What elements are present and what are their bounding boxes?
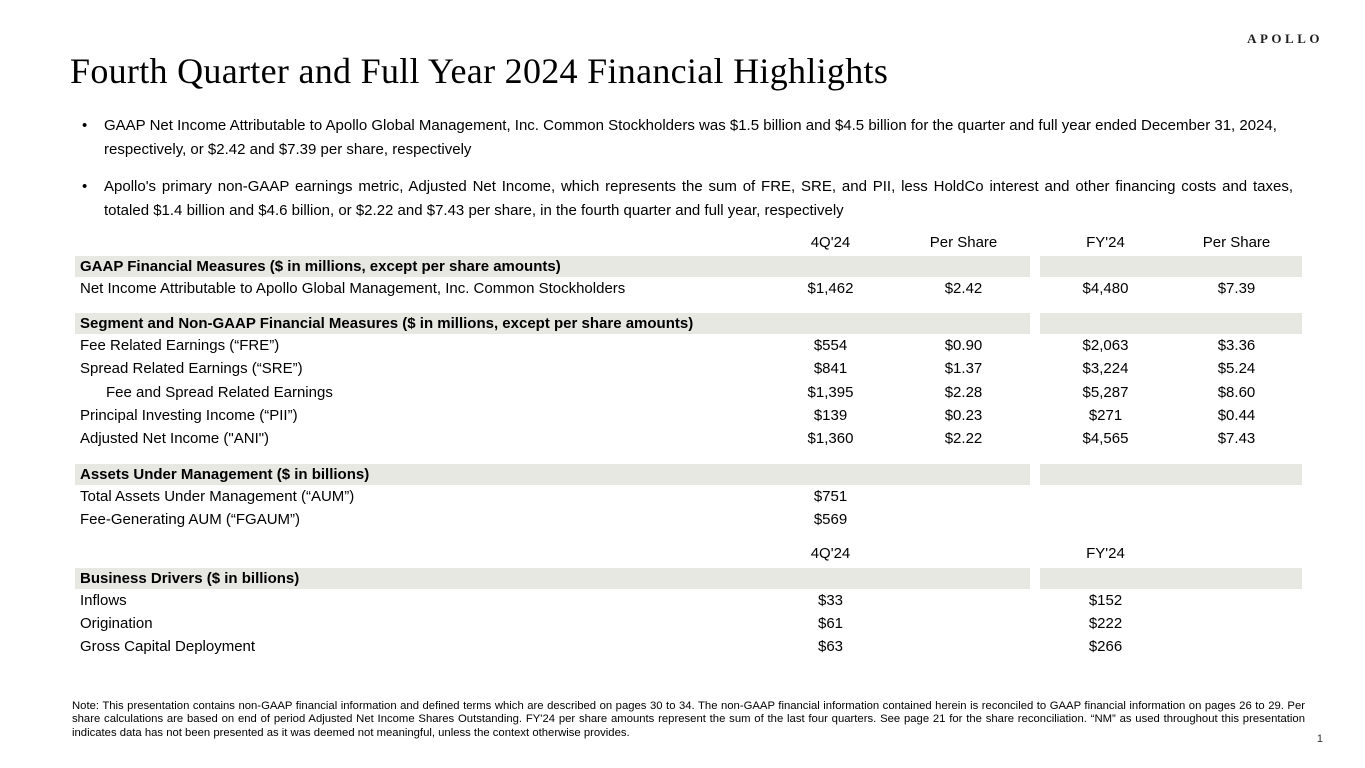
- cell-4q24: $139: [813, 406, 848, 424]
- cell-per-share-fy: $8.60: [1217, 383, 1256, 401]
- column-header-4q24: 4Q'24: [810, 545, 851, 562]
- table-row: [75, 635, 1302, 658]
- cell-per-share-q: $2.28: [944, 383, 983, 401]
- cell-per-share-fy: $0.44: [1217, 406, 1256, 424]
- section-title-segment: Segment and Non-GAAP Financial Measures ($ in millions, except per share amounts): [80, 315, 694, 333]
- cell-4q24: $841: [813, 360, 848, 378]
- cell-per-share-fy: $7.39: [1217, 280, 1256, 298]
- column-header-fy24: FY'24: [1086, 233, 1125, 251]
- company-logo: APOLLO: [1247, 31, 1323, 46]
- row-label: Origination: [80, 614, 153, 632]
- cell-per-share-q: $0.23: [944, 406, 983, 424]
- cell-fy24: $4,480: [1082, 280, 1129, 298]
- bullet-icon: •: [82, 178, 88, 195]
- row-label: Principal Investing Income (“PII”): [80, 406, 298, 424]
- row-label: Spread Related Earnings (“SRE”): [80, 360, 303, 378]
- section-title-gaap: GAAP Financial Measures ($ in millions, except per share amounts): [80, 258, 561, 275]
- column-header-fy24: FY'24: [1086, 545, 1125, 562]
- section-band: [1040, 464, 1302, 485]
- page-title: Fourth Quarter and Full Year 2024 Financial Highlights: [70, 51, 889, 91]
- page-number: 1: [1316, 733, 1323, 745]
- footnote: Note: This presentation contains non-GAAP financial information and defined terms which are described on pages 30 to 34. The non-GAAP financial information contained herein is reconciled to GAAP financial information on pages 26 to 29. Per share calculations are based on end of period Adjusted Net Income Shares Outstanding. FY'24 per share amounts represent the sum of the last four quarters. See page 21 for the share reconciliation. “NM” as used throughout this presentation indicates data has not been presented as it was deemed not meaningful, unless the context otherwise provides.: [72, 700, 1305, 739]
- financial-table: [75, 231, 1302, 658]
- row-label: Net Income Attributable to Apollo Global Management, Inc. Common Stockholders: [80, 280, 626, 298]
- bullet-text-non-gaap: Apollo's primary non-GAAP earnings metric, Adjusted Net Income, which represents the sum of FRE, SRE, and PII, less HoldCo interest and other financing costs and taxes, totaled $1.4 billion and $4.6 billion, or $2.22 and $7.43 per share, in the fourth quarter and full year, respectively: [104, 178, 1293, 219]
- section-header-row: [75, 464, 1302, 485]
- table-row: [75, 589, 1302, 612]
- section-header-row: [75, 256, 1302, 277]
- cell-fy24: $271: [1088, 406, 1123, 424]
- table-header-row: [75, 231, 1302, 253]
- cell-fy24: $266: [1088, 637, 1123, 655]
- bullet-icon: •: [82, 117, 88, 134]
- cell-fy24: $4,565: [1082, 430, 1129, 448]
- table-row: [75, 508, 1302, 531]
- section-band: [1040, 568, 1302, 589]
- section-band: [1040, 313, 1302, 334]
- table-row: [75, 277, 1302, 300]
- table-row: [75, 404, 1302, 427]
- table-row: [75, 612, 1302, 635]
- bullet-text-gaap: GAAP Net Income Attributable to Apollo Global Management, Inc. Common Stockholders was $1.5 billion and $4.5 billion for the quarter and full year ended December 31, 2024, respectively, or $2.42 and $7.39 per share, respectively: [104, 117, 1277, 158]
- section-title-business-drivers: Business Drivers ($ in billions): [80, 569, 300, 587]
- cell-4q24: $61: [817, 614, 844, 632]
- column-header-per-share-fy: Per Share: [1202, 233, 1271, 251]
- cell-4q24: $33: [817, 591, 844, 609]
- cell-fy24: $3,224: [1082, 360, 1129, 378]
- table-row: [75, 357, 1302, 380]
- cell-per-share-q: $2.42: [944, 280, 983, 298]
- section-title-aum: Assets Under Management ($ in billions): [80, 466, 370, 484]
- column-header-4q24: 4Q'24: [810, 233, 851, 251]
- section-header-row: [75, 313, 1302, 334]
- cell-per-share-q: $1.37: [944, 360, 983, 378]
- section-band: [1040, 256, 1302, 277]
- row-label: Total Assets Under Management (“AUM”): [80, 488, 355, 506]
- row-label: Fee and Spread Related Earnings: [106, 383, 333, 401]
- cell-4q24: $63: [817, 637, 844, 655]
- cell-fy24: $2,063: [1082, 337, 1129, 355]
- row-label: Adjusted Net Income ("ANI"): [80, 430, 270, 448]
- cell-fy24: $5,287: [1082, 383, 1129, 401]
- section-header-row: [75, 568, 1302, 589]
- row-label: Fee-Generating AUM (“FGAUM”): [80, 511, 301, 529]
- cell-per-share-fy: $3.36: [1217, 337, 1256, 355]
- table-row: [75, 381, 1302, 404]
- row-label: Fee Related Earnings (“FRE”): [80, 337, 280, 355]
- section-band: [75, 256, 1030, 277]
- cell-fy24: $222: [1088, 614, 1123, 632]
- cell-4q24: $569: [813, 511, 848, 529]
- cell-4q24: $751: [813, 488, 848, 506]
- highlights-list: [78, 114, 1293, 236]
- cell-4q24: $1,360: [807, 430, 854, 448]
- row-label: Gross Capital Deployment: [80, 637, 256, 655]
- section-band: [75, 313, 1030, 334]
- table-row: [75, 485, 1302, 508]
- table-row: [75, 334, 1302, 357]
- table-header-row-2: [75, 543, 1302, 565]
- cell-fy24: $152: [1088, 591, 1123, 609]
- section-band: [75, 464, 1030, 485]
- section-band: [75, 568, 1030, 589]
- cell-per-share-fy: $7.43: [1217, 430, 1256, 448]
- cell-per-share-q: $2.22: [944, 430, 983, 448]
- row-label: Inflows: [80, 591, 127, 609]
- cell-per-share-fy: $5.24: [1217, 360, 1256, 378]
- cell-per-share-q: $0.90: [944, 337, 983, 355]
- cell-4q24: $1,462: [807, 280, 854, 298]
- list-item: [78, 114, 1293, 161]
- table-row: [75, 427, 1302, 450]
- column-header-per-share-q: Per Share: [929, 233, 998, 251]
- cell-4q24: $554: [813, 337, 848, 355]
- list-item: [78, 175, 1293, 222]
- cell-4q24: $1,395: [807, 383, 854, 401]
